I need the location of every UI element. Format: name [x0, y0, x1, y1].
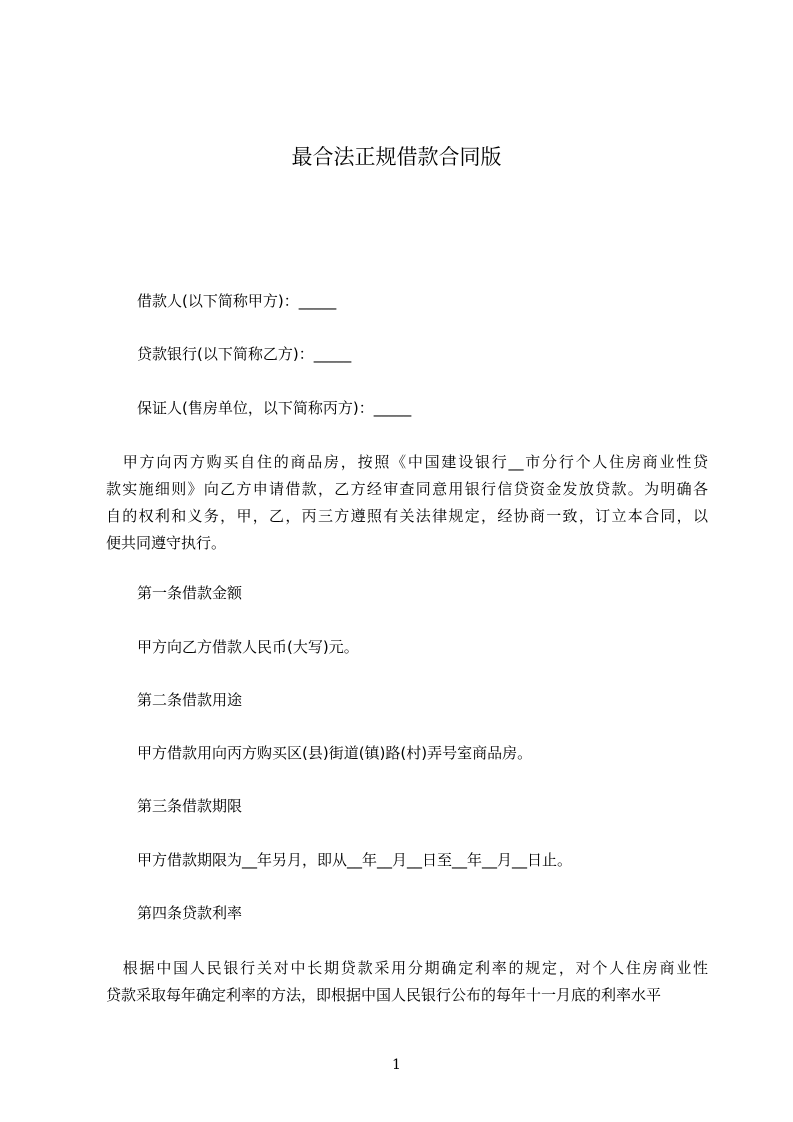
article-3-body: 甲方借款期限为__年另月，即从__年__月__日至__年__月__日止。: [137, 851, 573, 869]
article-2-body: 甲方借款用向丙方购买区(县)街道(镇)路(村)弄号室商品房。: [137, 744, 533, 762]
article-4-line: 根据中国人民银行关对中长期贷款采用分期确定利率的规定，对个人住房商业性: [106, 959, 708, 977]
article-4-paragraph: [106, 955, 708, 1009]
article-3-heading: 第三条借款期限: [137, 797, 243, 815]
document-title: 最合法正规借款合同版: [291, 145, 502, 169]
preamble-line: 自的权利和义务，甲，乙，丙三方遵照有关法律规定，经协商一致，订立本合同，以: [106, 507, 708, 525]
article-4-heading: 第四条贷款利率: [137, 904, 243, 922]
article-2-heading: 第二条借款用途: [137, 691, 243, 709]
borrower-line: 借款人(以下简称甲方)：_____: [137, 292, 337, 310]
article-4-line: 贷款采取每年确定利率的方法，即根据中国人民银行公布的每年十一月底的利率水平: [106, 986, 662, 1004]
page-number: 1: [392, 1057, 401, 1073]
preamble-paragraph: [106, 449, 708, 557]
lender-line: 贷款银行(以下简称乙方)：_____: [137, 345, 352, 363]
guarantor-line: 保证人(售房单位，以下简称丙方)：_____: [137, 399, 412, 417]
preamble-line: 款实施细则》向乙方申请借款，乙方经审查同意用银行信贷资金发放贷款。为明确各: [106, 480, 708, 498]
article-1-heading: 第一条借款金额: [137, 584, 243, 602]
preamble-line: 甲方向丙方购买自住的商品房，按照《中国建设银行__市分行个人住房商业性贷: [106, 453, 708, 471]
preamble-line: 便共同遵守执行。: [106, 534, 227, 552]
article-1-body: 甲方向乙方借款人民币(大写)元。: [137, 638, 359, 656]
